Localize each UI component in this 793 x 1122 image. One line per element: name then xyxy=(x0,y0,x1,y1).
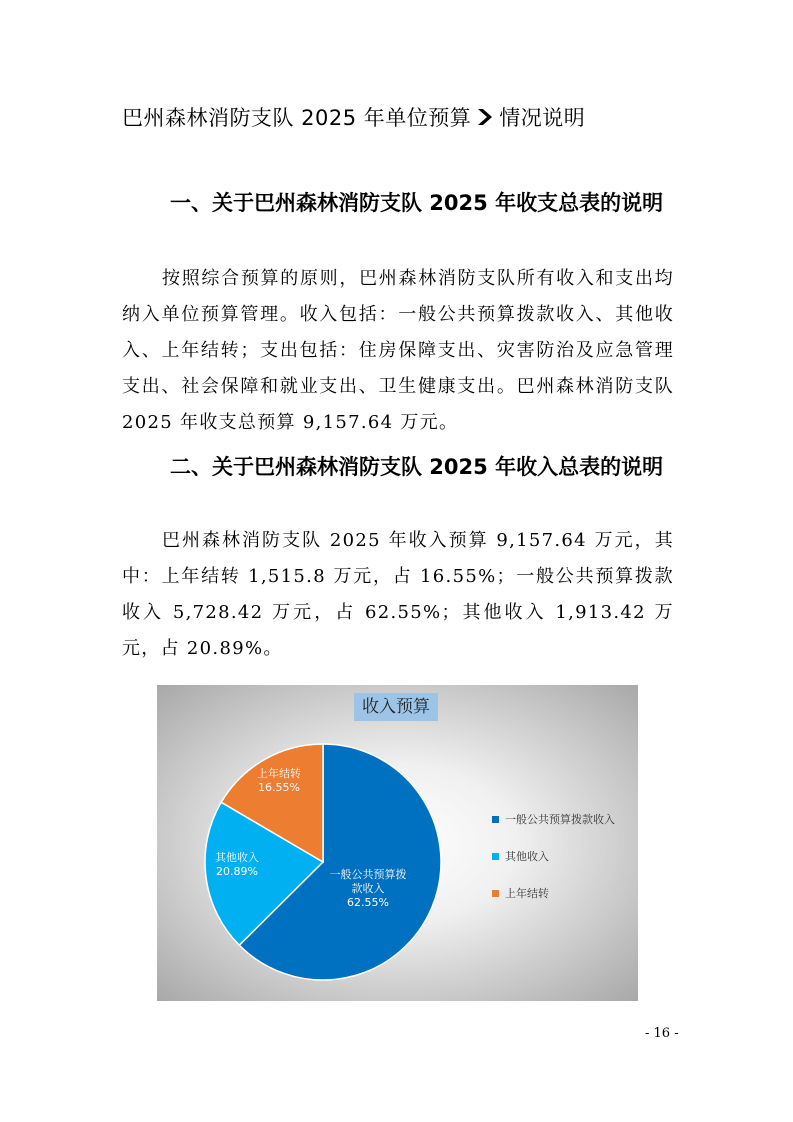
chart-title: 收入预算 xyxy=(354,693,438,721)
legend-swatch xyxy=(492,853,499,860)
section-body-1: 按照综合预算的原则，巴州森林消防支队所有收入和支出均纳入单位预算管理。收入包括：一般公共预算拨款收入、其他收入、上年结转；支出包括：住房保障支出、灾害防治及应急管理支出、社会保障和就业支出、卫生健康支出。巴州森林消防支队 2025 年收支总预算 9,157.64 万元。 xyxy=(122,268,674,433)
section-heading-1: 一、关于巴州森林消防支队 2025 年收支总表的说明 xyxy=(170,191,664,215)
page-number: - 16 - xyxy=(645,1026,679,1041)
pie-data-label: 一般公共预算拨款收入 62.55% xyxy=(329,868,407,909)
legend-item xyxy=(492,847,615,865)
income-pie-chart xyxy=(157,685,638,1001)
pie-data-label: 其他收入 20.89% xyxy=(215,851,259,878)
legend-swatch xyxy=(492,890,499,897)
legend-item xyxy=(492,884,615,902)
legend-label: 其他收入 xyxy=(505,850,549,863)
section-heading-2: 二、关于巴州森林消防支队 2025 年收入总表的说明 xyxy=(170,455,664,479)
legend-label: 上年结转 xyxy=(505,887,549,900)
chevron-right-icon xyxy=(475,107,495,127)
chart-legend xyxy=(492,810,615,921)
title-suffix: 情况说明 xyxy=(499,106,586,130)
title-main: 巴州森林消防支队 2025 年单位预算 xyxy=(122,106,472,130)
legend-label: 一般公共预算拨款收入 xyxy=(505,813,615,826)
legend-swatch xyxy=(492,816,499,823)
page-title xyxy=(122,102,585,132)
legend-item xyxy=(492,810,615,828)
section-body-2: 巴州森林消防支队 2025 年收入预算 9,157.64 万元，其中：上年结转 1,515.8 万元，占 16.55%；一般公共预算拨款收入 5,728.42 万元，占 62.55%；其他收入 1,913.42 万元，占 20.89%。 xyxy=(122,530,674,659)
pie-data-label: 上年结转 16.55% xyxy=(257,767,301,794)
